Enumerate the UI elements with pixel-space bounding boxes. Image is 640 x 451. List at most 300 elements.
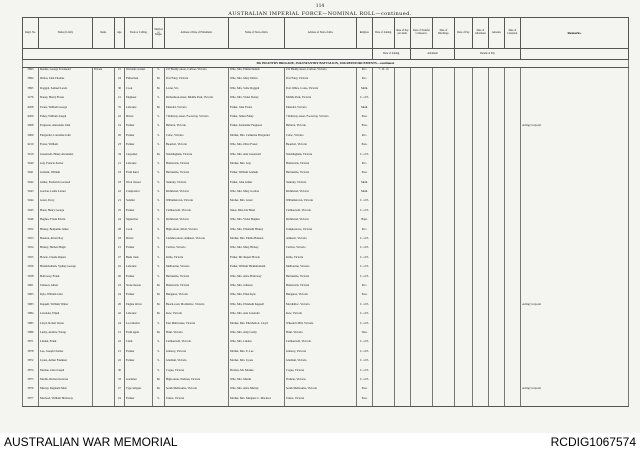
- regtl-no-cell: 5910: [23, 153, 39, 162]
- table-row: [23, 397, 629, 407]
- pay-detail-cell: [395, 256, 411, 265]
- next-of-kin-cell: Wife, Mrs. Alice Murray: [229, 387, 285, 396]
- remarks-cell: [521, 68, 629, 78]
- name-cell: Hickey, Benjamin James: [39, 228, 93, 237]
- pay-detail-cell: [411, 275, 433, 284]
- pay-detail-cell: [395, 115, 411, 124]
- remarks-cell: [521, 218, 629, 227]
- pay-detail-cell: [395, 293, 411, 302]
- religion-cell: C. of E.: [357, 350, 373, 359]
- married-single-cell: S.: [153, 237, 165, 246]
- pay-detail-cell: [489, 387, 505, 396]
- pay-detail-cell: [455, 134, 473, 143]
- pay-detail-cell: [489, 228, 505, 237]
- rank-cell: [93, 209, 115, 218]
- remarks-cell: [521, 153, 629, 162]
- regtl-no-cell: 5909: [23, 134, 39, 143]
- pay-detail-cell: [505, 359, 521, 368]
- pay-detail-cell: [489, 322, 505, 331]
- joining-date-cell: [373, 171, 395, 180]
- regtl-no-cell: 5895: [23, 87, 39, 96]
- trade-cell: Saddler: [125, 199, 153, 208]
- table-row: [23, 378, 629, 387]
- pay-detail-cell: [505, 181, 521, 190]
- pay-detail-cell: [505, 369, 521, 378]
- address-cell: Camberwell, Victoria: [165, 340, 229, 349]
- header-group-pay: Details of Pay: [455, 49, 521, 60]
- table-row: [23, 115, 629, 124]
- header-group-allotment: Allotment: [411, 49, 455, 60]
- age-cell: 20: [115, 275, 125, 284]
- pay-detail-cell: [433, 369, 455, 378]
- next-of-kin-cell: Wife, Mrs. Linden: [229, 340, 285, 349]
- religion-cell: Pres.: [357, 171, 373, 180]
- address-cell: Richmond, Victoria: [165, 218, 229, 227]
- trade-cell: Labourer: [125, 162, 153, 171]
- pay-detail-cell: [395, 218, 411, 227]
- name-cell: Ferguson, Alexander John: [39, 124, 93, 133]
- age-cell: 27: [115, 256, 125, 265]
- pay-detail-cell: [505, 199, 521, 208]
- pay-detail-cell: [473, 190, 489, 199]
- address-cell: East Melbourne, Victoria: [165, 322, 229, 331]
- name-cell: Hickinbotham, Sydney George: [39, 265, 93, 274]
- kin-address-cell: Ghallam, Victoria: [285, 359, 357, 368]
- address-cell: 7 Railway-street, Footscray, Victoria: [165, 115, 229, 124]
- archive-name: AUSTRALIAN WAR MEMORIAL: [4, 435, 178, 449]
- pay-detail-cell: [411, 209, 433, 218]
- pay-detail-cell: [505, 115, 521, 124]
- next-of-kin-cell: Father, William Graham: [229, 171, 285, 180]
- remarks-cell: [521, 293, 629, 302]
- joining-date-cell: [373, 190, 395, 199]
- pay-detail-cell: [473, 143, 489, 152]
- header-allotment-date: Date of Allotment.: [473, 18, 489, 49]
- married-single-cell: S.: [153, 181, 165, 190]
- next-of-kin-cell: Father, James Fahey: [229, 115, 285, 124]
- pay-detail-cell: [395, 303, 411, 312]
- trade-cell: Farmer: [125, 397, 153, 407]
- next-of-kin-cell: Sister, Miss Ida Hand: [229, 209, 285, 218]
- remarks-cell: [521, 106, 629, 115]
- name-cell: Gilder, Frederick Leonard: [39, 181, 93, 190]
- joining-date-cell: [373, 378, 395, 387]
- pay-detail-cell: [505, 397, 521, 407]
- religion-cell: Meth.: [357, 87, 373, 96]
- archive-footer: [0, 433, 640, 451]
- married-single-cell: M.: [153, 387, 165, 396]
- table-row: [23, 162, 629, 171]
- religion-cell: C. of E.: [357, 153, 373, 162]
- age-cell: 21: [115, 96, 125, 105]
- religion-cell: R.C.: [357, 284, 373, 293]
- trade-cell: Carpenter: [125, 153, 153, 162]
- married-single-cell: M.: [153, 87, 165, 96]
- joining-date-cell: [373, 162, 395, 171]
- religion-cell: C. of E.: [357, 199, 373, 208]
- rank-cell: [93, 153, 115, 162]
- pay-detail-cell: [473, 359, 489, 368]
- name-cell: Howie, Claude Rupert: [39, 256, 93, 265]
- joining-date-cell: [373, 124, 395, 133]
- address-cell: Emerald, Victoria: [165, 106, 229, 115]
- header-address: Address at Date of Enlistment.: [165, 18, 229, 49]
- pay-detail-cell: [473, 350, 489, 359]
- rank-cell: [93, 115, 115, 124]
- religion-cell: R.C.: [357, 77, 373, 86]
- address-cell: Brunswick, Victoria: [165, 162, 229, 171]
- pay-detail-cell: [473, 378, 489, 387]
- rank-cell: [93, 378, 115, 387]
- rank-cell: [93, 350, 115, 359]
- trade-cell: Labourer: [125, 312, 153, 321]
- kin-address-cell: Bairnsdale, Victoria: [285, 171, 357, 180]
- pay-detail-cell: [433, 153, 455, 162]
- pay-detail-cell: [411, 246, 433, 255]
- next-of-kin-cell: Wife, Mrs. Mary Hickey: [229, 246, 285, 255]
- married-single-cell: S.: [153, 115, 165, 124]
- pay-detail-cell: [473, 369, 489, 378]
- kin-address-cell: Port Fairy, Victoria: [285, 77, 357, 86]
- religion-cell: C. of E.: [357, 246, 373, 255]
- header-pay-rate: Rate of Pay.: [455, 18, 473, 49]
- regtl-no-cell: 5941: [23, 171, 39, 180]
- unit-subheading: 9th INFANTRY BRIGADE, 35th INFANTRY BATTALION, 10th REINFORCEMENTS—continued.: [23, 60, 629, 68]
- trade-cell: Engineer: [125, 96, 153, 105]
- joining-date-cell: [373, 293, 395, 302]
- age-cell: 34: [115, 153, 125, 162]
- regtl-no-cell: 5871: [23, 340, 39, 349]
- age-cell: 35: [115, 106, 125, 115]
- trade-cell: Locomotive: [125, 322, 153, 331]
- pay-detail-cell: [505, 134, 521, 143]
- pay-detail-cell: [411, 68, 433, 78]
- next-of-kin-cell: Wife, Mrs. Sofie Doggett: [229, 87, 285, 96]
- trade-cell: Wool classer: [125, 181, 153, 190]
- pay-detail-cell: [395, 340, 411, 349]
- married-single-cell: M.: [153, 153, 165, 162]
- pay-detail-cell: [455, 369, 473, 378]
- trade-cell: Farmer: [125, 350, 153, 359]
- address-cell: Ghallam, Victoria: [165, 359, 229, 368]
- remarks-cell: [521, 340, 629, 349]
- married-single-cell: M.: [153, 106, 165, 115]
- pay-detail-cell: [489, 350, 505, 359]
- age-cell: 21: [115, 331, 125, 340]
- pay-detail-cell: [433, 124, 455, 133]
- pay-detail-cell: [433, 134, 455, 143]
- regtl-no-cell: 5961: [23, 284, 39, 293]
- pay-detail-cell: [433, 106, 455, 115]
- pay-detail-cell: [433, 68, 455, 78]
- pay-detail-cell: [473, 387, 489, 396]
- header-remarks: Remarks.: [521, 18, 629, 49]
- kin-address-cell: Cogee, Victoria: [285, 369, 357, 378]
- header-regtl-no: Regtl. No.: [23, 18, 39, 49]
- rank-cell: [93, 303, 115, 312]
- next-of-kin-cell: Wife, Mrs. Violet Doney: [229, 96, 285, 105]
- regtl-no-cell: 5878: [23, 350, 39, 359]
- kin-address-cell: Beaufort, Victoria: [285, 143, 357, 152]
- trade-cell: Driver: [125, 115, 153, 124]
- trade-cell: Cook: [125, 228, 153, 237]
- table-row: [23, 209, 629, 218]
- pay-detail-cell: [473, 322, 489, 331]
- religion-cell: Pres.: [357, 387, 373, 396]
- regtl-no-cell: 6208: [23, 106, 39, 115]
- pay-detail-cell: [489, 68, 505, 78]
- pay-detail-cell: [455, 275, 473, 284]
- kin-address-cell: Brunswick, Victoria: [285, 162, 357, 171]
- header-next-of-kin: Name of Next-of-Kin.: [229, 18, 285, 49]
- pay-detail-cell: [505, 284, 521, 293]
- regtl-no-cell: 5276: [23, 96, 39, 105]
- remarks-cell: [521, 115, 629, 124]
- married-single-cell: S.: [153, 68, 165, 78]
- address-cell: Lorne, Vic.: [165, 87, 229, 96]
- pay-detail-cell: [473, 134, 489, 143]
- address-cell: Port Fairy, Victoria: [165, 77, 229, 86]
- joining-date-cell: [373, 340, 395, 349]
- pay-detail-cell: [395, 237, 411, 246]
- religion-cell: C. of E.: [357, 340, 373, 349]
- pay-detail-cell: [455, 246, 473, 255]
- age-cell: 22: [115, 340, 125, 349]
- age-cell: 21: [115, 246, 125, 255]
- address-cell: Kilda, Victoria: [165, 256, 229, 265]
- pay-detail-cell: [473, 209, 489, 218]
- name-cell: Lusby, Andrew Young: [39, 331, 93, 340]
- religion-cell: C. of E.: [357, 359, 373, 368]
- pay-detail-cell: [411, 359, 433, 368]
- kin-address-cell: South Melbourne, Victoria: [285, 387, 357, 396]
- married-single-cell: S.: [153, 369, 165, 378]
- pay-detail-cell: [433, 350, 455, 359]
- next-of-kin-cell: Father, John Evans: [229, 106, 285, 115]
- pay-detail-cell: [505, 87, 521, 96]
- married-single-cell: M.: [153, 293, 165, 302]
- trade-cell: Clerk: [125, 340, 153, 349]
- pay-detail-cell: [411, 378, 433, 387]
- pay-detail-cell: [433, 275, 455, 284]
- trade-cell: Cook: [125, 87, 153, 96]
- pay-detail-cell: [489, 284, 505, 293]
- table-row: [23, 190, 629, 199]
- pay-detail-cell: [473, 124, 489, 133]
- pay-detail-cell: [489, 397, 505, 407]
- name-cell: Grant, Percy: [39, 199, 93, 208]
- regtl-no-cell: 5985: [23, 322, 39, 331]
- kin-address-cell: Middle Park, Victoria: [285, 96, 357, 105]
- header-married-single: Married or Single.: [153, 18, 165, 49]
- kin-address-cell: Sunbury, Victoria: [285, 181, 357, 190]
- rank-cell: [93, 162, 115, 171]
- pay-detail-cell: [489, 218, 505, 227]
- pay-detail-cell: [473, 312, 489, 321]
- religion-cell: C. of E.: [357, 378, 373, 387]
- name-cell: Kappell, William Walter: [39, 303, 93, 312]
- address-cell: Sunbury, Victoria: [165, 181, 229, 190]
- name-cell: Foster, William: [39, 143, 93, 152]
- trade-cell: Engine driver: [125, 303, 153, 312]
- pay-detail-cell: [489, 331, 505, 340]
- address-cell: Bairnsdale, Victoria: [165, 275, 229, 284]
- next-of-kin-cell: Brother, Mr. Mackie: [229, 369, 285, 378]
- married-single-cell: S.: [153, 397, 165, 407]
- joining-date-cell: [373, 218, 395, 227]
- pay-detail-cell: [489, 199, 505, 208]
- pay-detail-cell: [473, 265, 489, 274]
- remarks-cell: [521, 134, 629, 143]
- next-of-kin-cell: Mother, Mrs. Elizabeth A. Lloyd: [229, 322, 285, 331]
- name-cell: Kyle, William John: [39, 293, 93, 302]
- pay-detail-cell: [411, 199, 433, 208]
- joining-date-cell: [373, 397, 395, 407]
- joining-date-cell: [373, 369, 395, 378]
- pay-detail-cell: [395, 153, 411, 162]
- next-of-kin-cell: Wife, Mrs. Olive Foster: [229, 143, 285, 152]
- name-cell: Martin, Richard Grieves: [39, 378, 93, 387]
- pay-detail-cell: [395, 96, 411, 105]
- pay-detail-cell: [473, 293, 489, 302]
- address-cell: Cogee, Victoria: [165, 369, 229, 378]
- next-of-kin-cell: Wife, Mrs. Martin: [229, 378, 285, 387]
- religion-cell: C. of E.: [357, 265, 373, 274]
- pay-detail-cell: [455, 331, 473, 340]
- age-cell: 18: [115, 237, 125, 246]
- name-cell: Lavender, Elijah: [39, 312, 93, 321]
- next-of-kin-cell: Wife, Mrs. Elizabeth Hickey: [229, 228, 285, 237]
- table-row: [23, 218, 629, 227]
- religion-cell: Bapt.: [357, 218, 373, 227]
- married-single-cell: S.: [153, 199, 165, 208]
- religion-cell: C. of E.: [357, 96, 373, 105]
- name-cell: Gordon, Leslie Lionel: [39, 190, 93, 199]
- married-single-cell: S.: [153, 246, 165, 255]
- kin-address-cell: Sandringham, Victoria: [285, 153, 357, 162]
- pay-detail-cell: [489, 246, 505, 255]
- rank-cell: [93, 312, 115, 321]
- remarks-cell: [521, 199, 629, 208]
- pay-detail-cell: [395, 134, 411, 143]
- pay-detail-cell: [411, 153, 433, 162]
- name-cell: Lloyd, Robert Owen: [39, 322, 93, 331]
- pay-detail-cell: [489, 190, 505, 199]
- kin-address-cell: Richmond, Victoria: [285, 218, 357, 227]
- pay-detail-cell: [433, 303, 455, 312]
- kin-address-cell: Kilda, Victoria: [285, 256, 357, 265]
- pay-detail-cell: [395, 190, 411, 199]
- rank-cell: [93, 246, 115, 255]
- pay-detail-cell: [395, 171, 411, 180]
- remarks-cell: [521, 312, 629, 321]
- pay-detail-cell: [473, 87, 489, 96]
- kin-address-cell: Templestowe, Victoria: [285, 228, 357, 237]
- pay-detail-cell: [505, 143, 521, 152]
- address-cell: Beach-road, Mordialloc, Victoria: [165, 303, 229, 312]
- kin-address-cell: Bairnsdale, Victoria: [285, 275, 357, 284]
- age-cell: 26: [115, 134, 125, 143]
- name-cell: Hughes, Frank Edwin: [39, 218, 93, 227]
- married-single-cell: M.: [153, 331, 165, 340]
- religion-cell: Pres.: [357, 124, 373, 133]
- pay-detail-cell: [433, 218, 455, 227]
- name-cell: Fitzgerald, Cornelius John: [39, 134, 93, 143]
- pay-detail-cell: [411, 218, 433, 227]
- pay-detail-cell: [455, 115, 473, 124]
- pay-detail-cell: [473, 228, 489, 237]
- remarks-cell: [521, 275, 629, 284]
- pay-detail-cell: [455, 68, 473, 78]
- religion-cell: Meth.: [357, 190, 373, 199]
- header-discharge: Date of Discharge.: [433, 18, 455, 49]
- remarks-cell: [521, 256, 629, 265]
- table-row: [23, 68, 629, 78]
- kin-address-cell: Brim, Victoria: [285, 331, 357, 340]
- trade-cell: Labourer: [125, 265, 153, 274]
- page-number: 114: [315, 4, 325, 9]
- pay-detail-cell: [433, 312, 455, 321]
- table-row: [23, 359, 629, 368]
- married-single-cell: S.: [153, 96, 165, 105]
- pay-detail-cell: [455, 228, 473, 237]
- pay-detail-cell: [411, 106, 433, 115]
- kin-address-cell: Ballarat, Victoria: [285, 124, 357, 133]
- kin-address-cell: Mordialloc, Victoria: [285, 303, 357, 312]
- joining-date-cell: [373, 284, 395, 293]
- religion-cell: C. of E.: [357, 303, 373, 312]
- pay-detail-cell: [489, 312, 505, 321]
- kin-address-cell: Bungaree, Victoria: [285, 293, 357, 302]
- pay-detail-cell: [473, 340, 489, 349]
- age-cell: 42: [115, 312, 125, 321]
- regtl-no-cell: 5944: [23, 199, 39, 208]
- pay-detail-cell: [455, 350, 473, 359]
- pay-detail-cell: [433, 340, 455, 349]
- pay-detail-cell: [473, 96, 489, 105]
- pay-detail-cell: [455, 322, 473, 331]
- address-cell: Richmond, Victoria: [165, 190, 229, 199]
- trade-cell: [125, 369, 153, 378]
- religion-cell: Pres.: [357, 143, 373, 152]
- pay-detail-cell: [411, 190, 433, 199]
- name-cell: Evans, William George: [39, 106, 93, 115]
- table-row: [23, 293, 629, 302]
- joining-date-cell: [373, 209, 395, 218]
- address-cell: Richardson-street, Middle Park, Victoria: [165, 96, 229, 105]
- rank-cell: [93, 87, 115, 96]
- pay-detail-cell: [433, 209, 455, 218]
- joining-date-cell: [373, 199, 395, 208]
- joining-date-cell: [373, 96, 395, 105]
- joining-date-cell: [373, 228, 395, 237]
- pay-detail-cell: [433, 77, 455, 86]
- pay-detail-cell: [489, 340, 505, 349]
- pay-detail-cell: [411, 171, 433, 180]
- religion-cell: C. of E.: [357, 237, 373, 246]
- joining-date-cell: [373, 87, 395, 96]
- married-single-cell: S.: [153, 218, 165, 227]
- religion-cell: Wes.: [357, 331, 373, 340]
- pay-detail-cell: [489, 209, 505, 218]
- kin-address-cell: Kew, Victoria: [285, 312, 357, 321]
- religion-cell: C. of E.: [357, 369, 373, 378]
- address-cell: Carlton, Victoria: [165, 246, 229, 255]
- religion-cell: Pres.: [357, 397, 373, 407]
- trade-cell: Farmer: [125, 134, 153, 143]
- regtl-no-cell: 5943: [23, 190, 39, 199]
- next-of-kin-cell: Wife, Mrs. Elizabeth Kappell: [229, 303, 285, 312]
